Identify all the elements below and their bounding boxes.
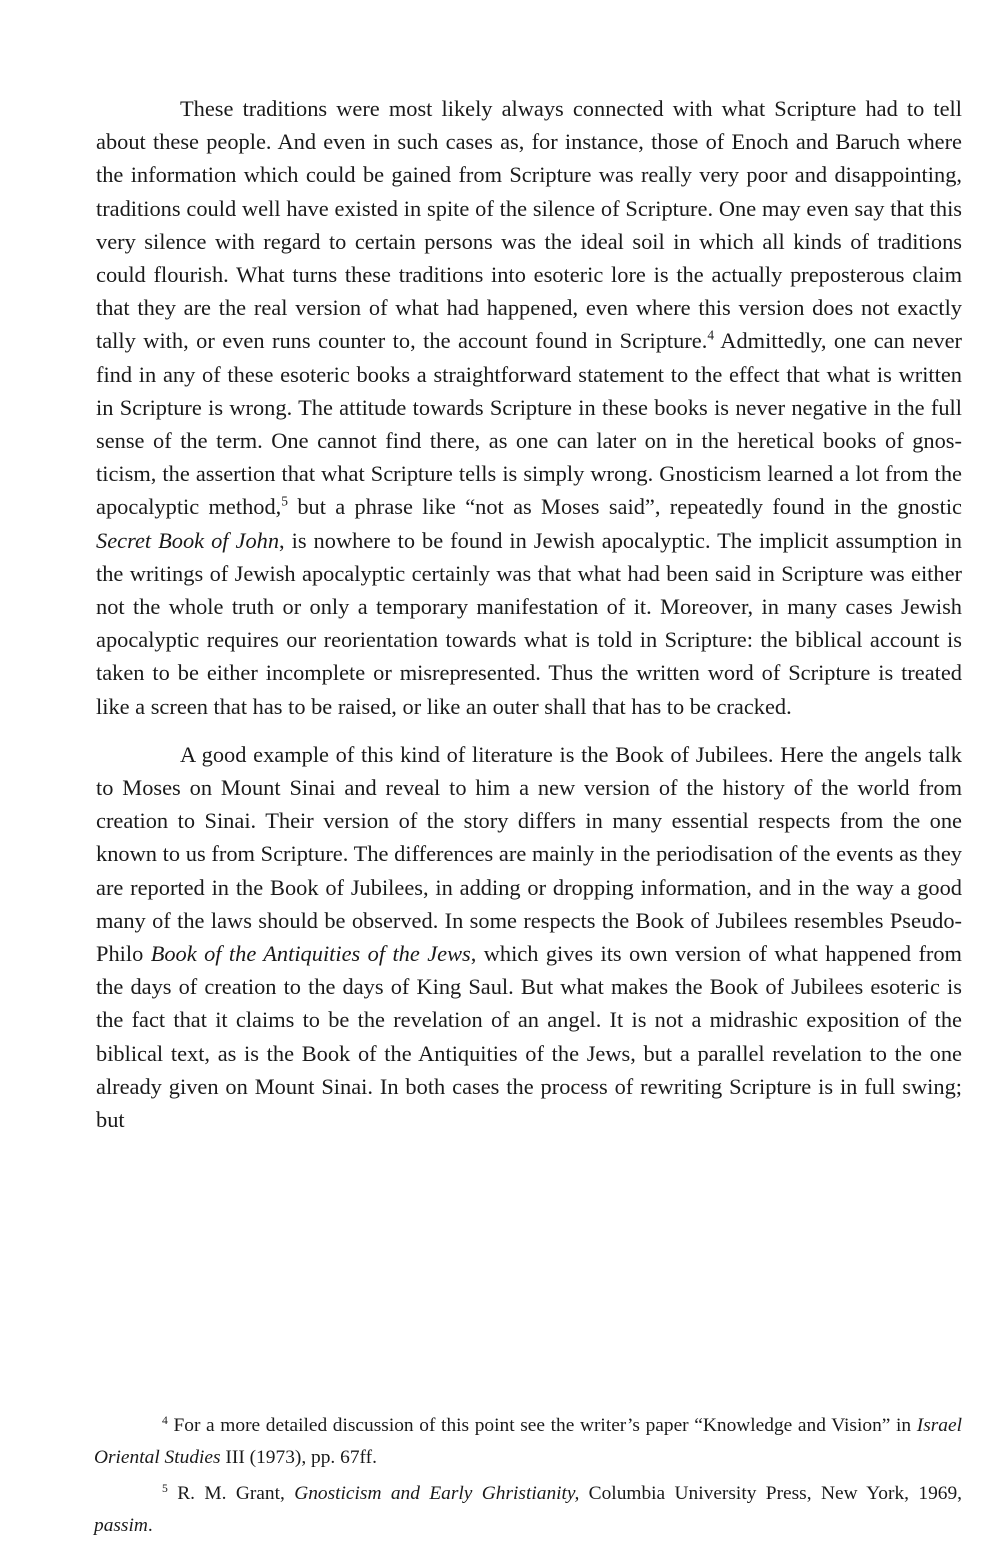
book-title: Book of the Antiquities of the Jews bbox=[150, 941, 471, 967]
footnote-ref-5[interactable]: 5 bbox=[281, 494, 288, 510]
paragraph-1 bbox=[96, 92, 962, 723]
text-segment: , is nowhere to be found in Jewish apocalyptic. The implicit assumption in the writings of Jewish apocalyptic certainly was that what had been said in Scripture was either not the whole truth or only a temporary manifestation of it. Moreover, in many cases Jewish apocalyptic requires our reorientation towards what is told in Scripture: the biblical account is taken to be either incomplete or misrepresented. Thus the written word of Scripture is treated like a screen that has to be raised, or like an outer shall that has to be cracked. bbox=[96, 527, 962, 719]
book-title: Secret Book of John bbox=[96, 527, 280, 553]
text-segment: but a phrase like “not as Moses said”, repeatedly found in the gnostic bbox=[288, 494, 962, 520]
passim-term: passim bbox=[94, 1515, 148, 1536]
text-segment: , which gives its own version of what happened from the days of creation to the days of King Saul. But what makes the Book of Jubilees esoteric is the fact that it claims to be the revelation of an angel. It is not a midrashic exposition of the biblical text, as is the Book of the Antiquities of the Jews, but a parallel revelation to the one already given on Mount Sinai. In both cases the process of rewriting Scripture is in full swing; but bbox=[96, 941, 962, 1133]
footnote-number: 5 bbox=[162, 1481, 168, 1495]
text-segment: These traditions were most likely always connected with what Scripture had to tell about these people. And even in such cases as, for instance, those of Enoch and Baruch where the information which could be gained from Scripture was really very poor and disappointing, traditions could well have existed in spite of the silence of Scripture. One may even say that this very silence with regard to certain persons was the ideal soil in which all kinds of traditions could flourish. What turns these traditions into esoteric lore is the actually preposterous claim that they are the real version of what had happened, even where this version does not exactly tally with, or even runs counter to, the account found in Scripture. bbox=[96, 96, 962, 354]
paragraph-2 bbox=[96, 738, 962, 1136]
footnotes bbox=[94, 1410, 962, 1542]
footnote-text: . bbox=[147, 1515, 153, 1536]
footnote-5 bbox=[94, 1478, 962, 1542]
book-title: Gnosticism and Early Ghristianity, bbox=[294, 1483, 580, 1504]
footnote-text: R. M. Grant, bbox=[167, 1483, 295, 1504]
body-text bbox=[96, 92, 962, 1136]
text-segment: Admittedly, one can never find in any of these esoteric books a straightforward statement to the effect that what is written in Scripture is wrong. The attitude towards Scripture in these books is never negative in the full sense of the term. One cannot find there, as one can later on in the heretical books of gnosticism, the assertion that what Scripture tells is simply wrong. Gnosticism learned a lot from the apocalyptic method, bbox=[96, 328, 962, 520]
journal-title: Israel Oriental Studies bbox=[94, 1415, 962, 1468]
footnote-ref-4[interactable]: 4 bbox=[707, 328, 715, 344]
footnote-text: III (1973), pp. 67ff. bbox=[220, 1447, 377, 1468]
footnote-text: For a more detailed discussion of this point see the writer’s paper “Knowledge and Vision” in bbox=[167, 1415, 917, 1436]
footnote-number: 4 bbox=[162, 1413, 168, 1427]
text-segment: A good example of this kind of literature is the Book of Jubilees. Here the angels talk to Moses on Mount Sinai and reveal to him a new version of the history of the world from creation to Sinai. Their version of the story differs in many essential respects from the one known to us from Scripture. The differences are mainly in the periodisation of the events as they are reported in the Book of Jubilees, in adding or dropping information, and in the way a good many of the laws should be observed. In some respects the Book of Jubilees resembles Pseudo-Philo bbox=[96, 741, 962, 967]
footnote-text: Columbia University Press, New York, 1969, bbox=[579, 1483, 963, 1504]
footnote-4 bbox=[94, 1410, 962, 1474]
